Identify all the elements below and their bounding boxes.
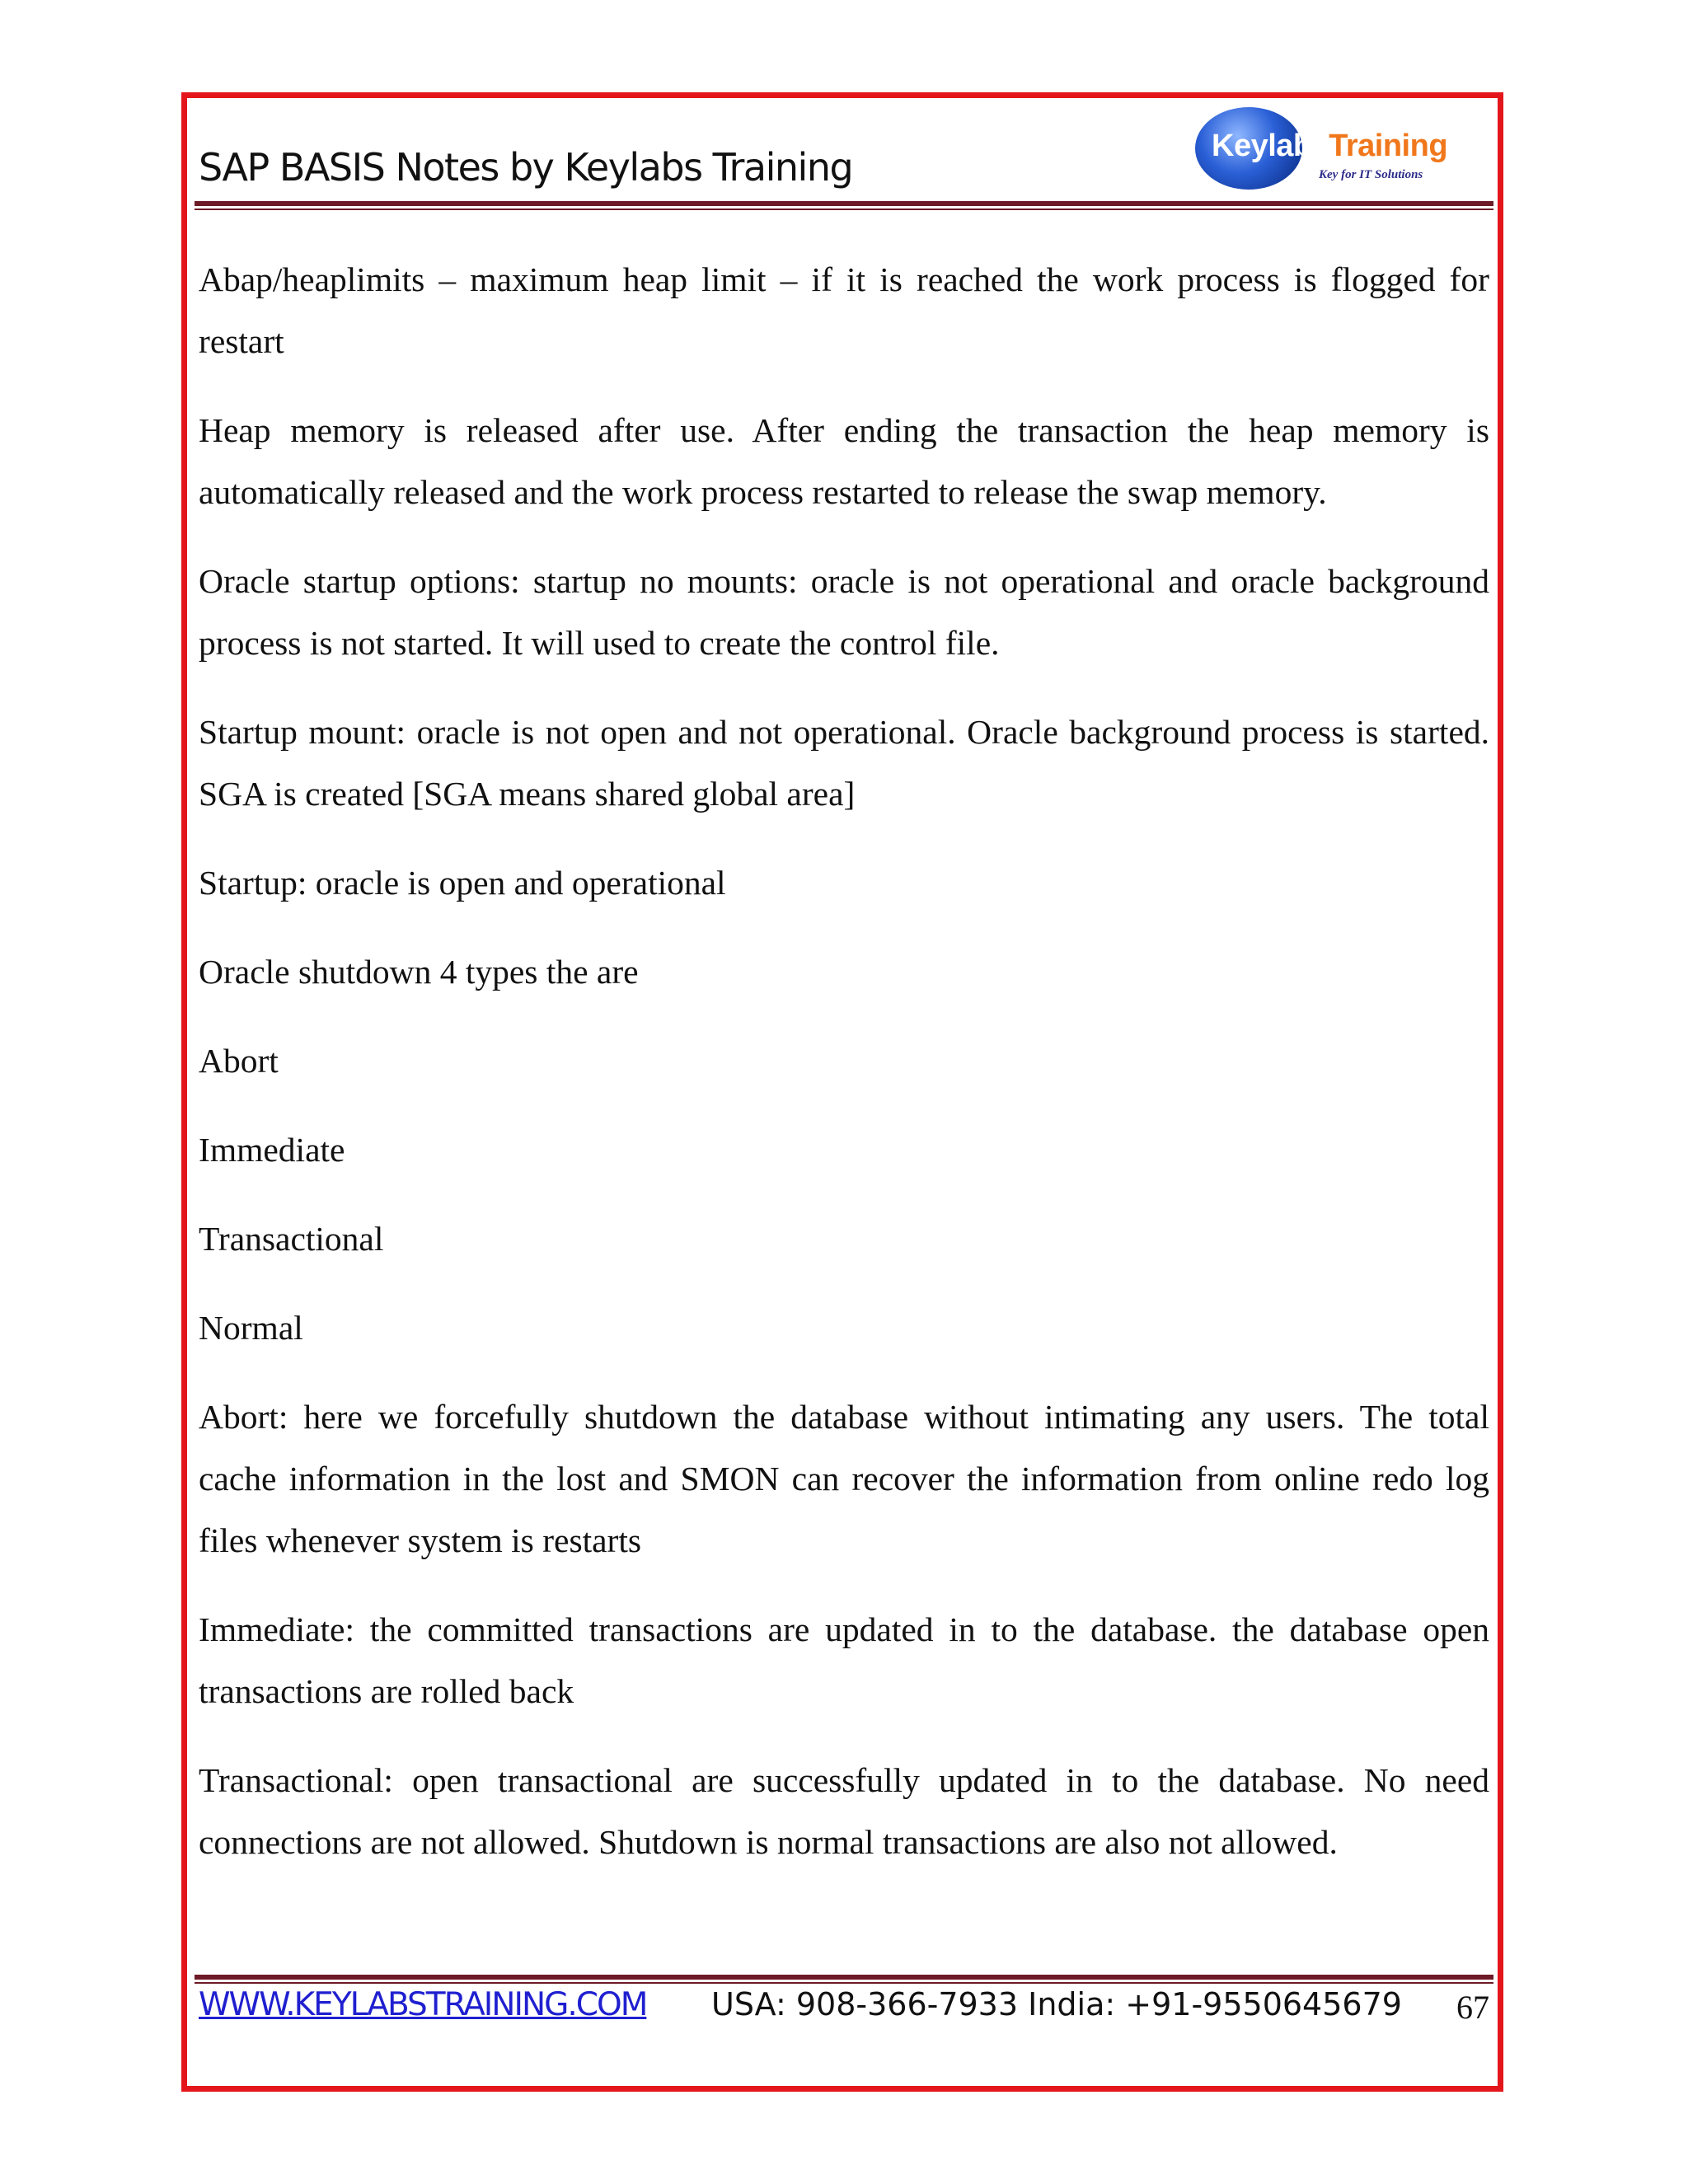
paragraph-startup-options: Oracle startup options: startup no mounts: oracle is not operational and oracle background process is not started. It will used to create the control file. — [199, 562, 1489, 662]
paragraph-transactional: Transactional: open transactional are successfully updated in to the database. No need connections are not allowed. Shutdown is normal transactions are also not allowed. — [199, 1761, 1489, 1861]
page-header-title: SAP BASIS Notes by Keylabs Training — [199, 145, 853, 190]
paragraph-heap-memory: Heap memory is released after use. After ending the transaction the heap memory is automatically released and the work process restarted to release the swap memory. — [199, 411, 1489, 511]
paragraph-abort: Abort: here we forcefully shutdown the database without intimating any users. The total cache information in the lost and SMON can recover the information from online redo log files whenever system is restarts — [199, 1398, 1489, 1559]
logo-tagline: Key for IT Solutions — [1319, 168, 1423, 181]
logo-wordmark: KeylabsTraining — [1212, 129, 1448, 163]
website-link[interactable]: WWW.KEYLABSTRAINING.COM — [199, 1986, 647, 2023]
page-footer — [199, 1986, 1489, 2036]
list-item-transactional: Transactional — [199, 1220, 384, 1258]
footer-divider — [195, 1975, 1493, 1984]
header-divider — [195, 201, 1493, 210]
paragraph-startup: Startup: oracle is open and operational — [199, 864, 726, 902]
list-item-abort: Abort — [199, 1042, 279, 1080]
page-number: 67 — [1456, 1989, 1489, 2026]
page-content — [199, 249, 1489, 1900]
keylabs-logo — [1195, 97, 1475, 194]
list-item-immediate: Immediate — [199, 1131, 345, 1169]
contact-phones: USA: 908-366-7933 India: +91-9550645679 — [711, 1986, 1402, 2022]
paragraph-shutdown-types: Oracle shutdown 4 types the are — [199, 953, 639, 991]
paragraph-heaplimits: Abap/heaplimits – maximum heap limit – if it is reached the work process is flogged for restart — [199, 260, 1489, 360]
list-item-normal: Normal — [199, 1309, 303, 1347]
paragraph-startup-mount: Startup mount: oracle is not open and not operational. Oracle background process is started. SGA is created [SGA means shared global area] — [199, 713, 1489, 813]
paragraph-immediate: Immediate: the committed transactions are updated in to the database. the database open transactions are rolled back — [199, 1610, 1489, 1710]
